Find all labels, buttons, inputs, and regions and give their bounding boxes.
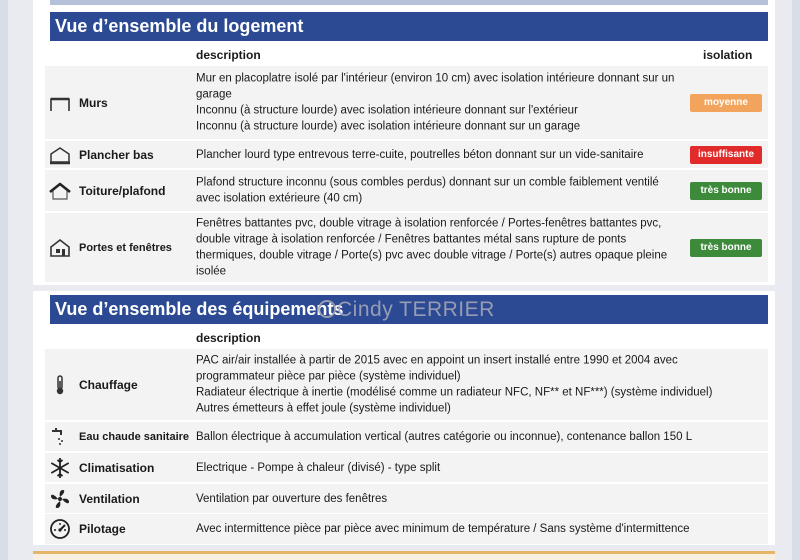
table-row: [45, 514, 768, 544]
logement-title: Vue d’ensemble du logement: [50, 12, 768, 41]
table-row: [45, 349, 768, 420]
isolation-badge: très bonne: [690, 239, 762, 257]
table-row: [45, 213, 768, 282]
left-frame-bar: [0, 0, 8, 560]
row-description: [196, 428, 693, 444]
equipements-card: [33, 291, 775, 545]
description-line: avec isolation extérieure (40 cm): [196, 192, 363, 205]
table-row: [45, 170, 768, 211]
description-line: Plancher lourd type entrevous terre-cuite, poutrelles béton donnant sur un vide-sanitaire: [196, 148, 644, 161]
row-description: [196, 146, 678, 162]
row-description: [196, 459, 678, 475]
row-description: [196, 174, 678, 207]
logement-col-isolation: isolation: [703, 48, 753, 62]
table-row: [45, 453, 768, 482]
snowflake-icon: [48, 456, 72, 480]
logement-col-description: description: [196, 48, 261, 62]
table-row: [45, 66, 768, 139]
right-frame-bar: [792, 0, 800, 560]
row-description: [196, 521, 690, 537]
description-line: Electrique - Pompe à chaleur (divisé) - type split: [196, 461, 441, 474]
description-line: garage: [196, 88, 232, 101]
table-row: [45, 484, 768, 513]
agent-watermark: [318, 298, 495, 322]
row-description: [196, 70, 678, 135]
description-line: Fenêtres battantes pvc, double vitrage à isolation renforcée / Portes-fenêtres battantes pvc,: [196, 216, 662, 229]
isolation-badge: très bonne: [690, 182, 762, 200]
table-row: [45, 141, 768, 168]
description-line: Mur en placoplatre isolé par l'intérieur (environ 10 cm) avec isolation intérieure donnant sur un: [196, 71, 675, 84]
row-label: Plancher bas: [79, 147, 154, 162]
isolation-badge: insuffisante: [690, 146, 762, 164]
row-label: Murs: [79, 95, 108, 110]
row-label: Chauffage: [79, 377, 138, 392]
row-description: [196, 215, 678, 280]
row-label: Toiture/plafond: [79, 183, 166, 198]
description-line: isolée: [196, 265, 227, 278]
row-description: [196, 352, 713, 417]
gauge-icon: [48, 517, 72, 541]
description-line: Avec intermittence pièce par pièce avec minimum de température / Sans système d'intermittence: [196, 522, 690, 535]
table-row: [45, 422, 768, 451]
floor-icon: [48, 143, 72, 167]
description-line: Ventilation par ouverture des fenêtres: [196, 492, 388, 505]
house-window-icon: [48, 236, 72, 260]
row-label: Climatisation: [79, 460, 155, 475]
description-line: thermiques, double vitrage / Porte(s) pvc avec double vitrage / Porte(s) autres opaque pleine: [196, 249, 668, 262]
description-line: double vitrage à isolation renforcée / Fenêtres battantes métal sans rupture de ponts: [196, 233, 627, 246]
description-line: Plafond structure inconnu (sous combles perdus) donnant sur un comble faiblement ventilé: [196, 176, 659, 189]
equipements-col-description: description: [196, 331, 261, 345]
description-line: Autres émetteurs à effet joule (système individuel): [196, 402, 451, 415]
top-strip: [50, 0, 768, 5]
description-line: Inconnu (à structure lourde) avec isolation intérieure donnant sur l'extérieur: [196, 104, 578, 117]
description-line: PAC air/air installée à partir de 2015 avec en appoint un insert installé entre 1990 et 2004 avec: [196, 353, 678, 366]
row-label: Eau chaude sanitaire: [79, 430, 190, 443]
watermark-text: Cindy TERRIER: [337, 298, 495, 321]
next-section-card: [33, 551, 775, 560]
description-line: Inconnu (à structure lourde) avec isolation intérieure donnant sur un garage: [196, 120, 581, 133]
watermark-c-icon: [318, 300, 336, 318]
wall-icon: [48, 91, 72, 115]
description-line: Ballon électrique à accumulation vertical (autres catégorie ou inconnue), contenance ballon 150 L: [196, 430, 693, 443]
isolation-badge: moyenne: [690, 94, 762, 112]
logement-card: [33, 0, 775, 285]
equipements-title: Vue d’ensemble des équipements: [50, 295, 768, 324]
description-line: Radiateur électrique à inertie (modélisé comme un radiateur NFC, NF** et NF***) (système individuel): [196, 386, 713, 399]
roof-icon: [48, 179, 72, 203]
row-label: Ventilation: [79, 491, 140, 506]
thermometer-icon: [48, 373, 72, 397]
row-label: Pilotage: [79, 522, 126, 536]
shower-tap-icon: [48, 425, 72, 449]
fan-icon: [48, 487, 72, 511]
row-label: Portes et fenêtres: [79, 241, 172, 254]
description-line: programmateur pièce par pièce (système individuel): [196, 370, 461, 383]
row-description: [196, 490, 678, 506]
